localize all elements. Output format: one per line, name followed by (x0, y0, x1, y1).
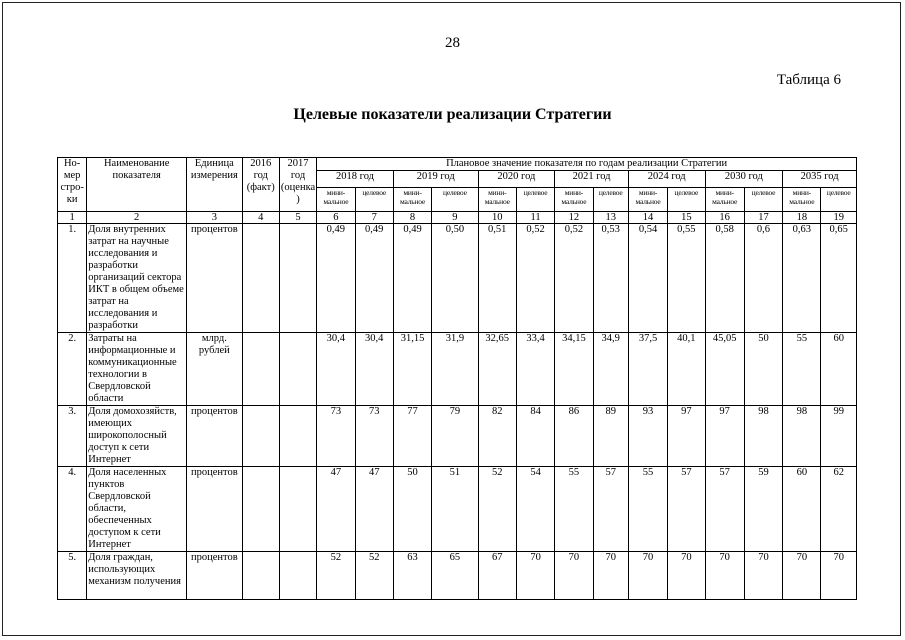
page-number: 28 (445, 35, 460, 51)
value-cell: 97 (705, 406, 744, 467)
value-cell: 0,49 (317, 224, 355, 333)
header-minimal: мини-мальное (783, 188, 821, 212)
value-cell: 31,15 (393, 333, 431, 406)
value-cell: 97 (668, 406, 705, 467)
header-year: 2024 год (628, 171, 705, 188)
value-cell: 65 (432, 552, 478, 600)
value-2017 (279, 333, 316, 406)
indicator-name: Доля граждан, использующих механизм получения (87, 552, 187, 600)
value-cell: 0,63 (783, 224, 821, 333)
value-cell: 62 (821, 467, 857, 552)
column-number: 19 (821, 212, 857, 224)
value-cell: 54 (516, 467, 554, 552)
header-target: целевое (821, 188, 857, 212)
value-cell: 79 (432, 406, 478, 467)
column-number: 14 (628, 212, 667, 224)
value-cell: 98 (744, 406, 782, 467)
header-target: целевое (355, 188, 393, 212)
value-2017 (279, 552, 316, 600)
value-cell: 60 (783, 467, 821, 552)
value-2016 (242, 552, 279, 600)
value-cell: 57 (668, 467, 705, 552)
value-cell: 0,52 (516, 224, 554, 333)
value-cell: 59 (744, 467, 782, 552)
unit-cell: процентов (187, 467, 242, 552)
header-minimal: мини-мальное (555, 188, 593, 212)
value-cell: 55 (783, 333, 821, 406)
table-row (58, 467, 857, 552)
value-cell: 86 (555, 406, 593, 467)
header-year: 2021 год (555, 171, 629, 188)
value-cell: 30,4 (317, 333, 355, 406)
value-cell: 70 (783, 552, 821, 600)
column-number: 8 (393, 212, 431, 224)
value-2016 (242, 406, 279, 467)
value-2017 (279, 224, 316, 333)
header-target: целевое (744, 188, 782, 212)
column-numbers-row (58, 212, 857, 224)
column-number: 15 (668, 212, 705, 224)
value-cell: 70 (668, 552, 705, 600)
table-row (58, 333, 857, 406)
value-2016 (242, 333, 279, 406)
column-number: 9 (432, 212, 478, 224)
value-cell: 77 (393, 406, 431, 467)
column-number: 12 (555, 212, 593, 224)
value-cell: 63 (393, 552, 431, 600)
header-year: 2020 год (478, 171, 555, 188)
value-cell: 33,4 (516, 333, 554, 406)
value-cell: 0,52 (555, 224, 593, 333)
column-number: 3 (187, 212, 242, 224)
column-number: 7 (355, 212, 393, 224)
indicator-name: Затраты на информационные и коммуникационные технологии в Свердловской области (87, 333, 187, 406)
table-row (58, 552, 857, 600)
header-minimal: мини-мальное (628, 188, 667, 212)
indicator-name: Доля домохозяйств, имеющих широкополосный доступ к сети Интернет (87, 406, 187, 467)
value-cell: 30,4 (355, 333, 393, 406)
value-cell: 99 (821, 406, 857, 467)
value-2017 (279, 406, 316, 467)
row-number: 2. (58, 333, 87, 406)
row-number: 3. (58, 406, 87, 467)
value-cell: 50 (393, 467, 431, 552)
header-year: 2030 год (705, 171, 783, 188)
row-number: 4. (58, 467, 87, 552)
value-cell: 57 (705, 467, 744, 552)
unit-cell: млрд. рублей (187, 333, 242, 406)
value-cell: 89 (593, 406, 628, 467)
header-unit: Единица измерения (187, 158, 242, 212)
indicator-name: Доля внутренних затрат на научные исследования и разработки организаций сектора ИКТ в общем объеме затрат на исследования и разработки (87, 224, 187, 333)
column-number: 1 (58, 212, 87, 224)
column-number: 2 (87, 212, 187, 224)
column-number: 5 (279, 212, 316, 224)
value-cell: 70 (516, 552, 554, 600)
targets-table (57, 157, 857, 600)
value-cell: 50 (744, 333, 782, 406)
value-cell: 0,51 (478, 224, 516, 333)
value-cell: 82 (478, 406, 516, 467)
header-minimal: мини-мальное (705, 188, 744, 212)
value-cell: 0,49 (393, 224, 431, 333)
value-cell: 0,65 (821, 224, 857, 333)
header-year: 2035 год (783, 171, 857, 188)
value-cell: 70 (628, 552, 667, 600)
table-label: Таблица 6 (776, 72, 841, 88)
value-cell: 55 (628, 467, 667, 552)
value-cell: 37,5 (628, 333, 667, 406)
header-minimal: мини-мальное (317, 188, 355, 212)
unit-cell: процентов (187, 224, 242, 333)
value-cell: 34,9 (593, 333, 628, 406)
value-cell: 32,65 (478, 333, 516, 406)
value-cell: 70 (821, 552, 857, 600)
value-cell: 70 (744, 552, 782, 600)
header-2016: 2016 год (факт) (242, 158, 279, 212)
header-name: Наименование показателя (87, 158, 187, 212)
column-number: 18 (783, 212, 821, 224)
value-cell: 0,54 (628, 224, 667, 333)
value-cell: 40,1 (668, 333, 705, 406)
unit-cell: процентов (187, 406, 242, 467)
value-cell: 55 (555, 467, 593, 552)
value-cell: 34,15 (555, 333, 593, 406)
value-cell: 52 (478, 467, 516, 552)
table-row (58, 406, 857, 467)
value-2016 (242, 224, 279, 333)
row-number: 1. (58, 224, 87, 333)
value-cell: 0,50 (432, 224, 478, 333)
column-number: 4 (242, 212, 279, 224)
header-target: целевое (593, 188, 628, 212)
value-cell: 0,53 (593, 224, 628, 333)
row-number: 5. (58, 552, 87, 600)
header-minimal: мини-мальное (393, 188, 431, 212)
column-number: 13 (593, 212, 628, 224)
table-row (58, 224, 857, 333)
column-number: 10 (478, 212, 516, 224)
unit-cell: процентов (187, 552, 242, 600)
header-row-1 (58, 158, 857, 171)
value-cell: 51 (432, 467, 478, 552)
column-number: 16 (705, 212, 744, 224)
value-cell: 0,49 (355, 224, 393, 333)
indicator-name: Доля населенных пунктов Свердловской области, обеспеченных доступом к сети Интернет (87, 467, 187, 552)
header-target: целевое (516, 188, 554, 212)
header-year: 2018 год (317, 171, 394, 188)
header-target: целевое (668, 188, 705, 212)
value-cell: 31,9 (432, 333, 478, 406)
value-cell: 70 (705, 552, 744, 600)
value-cell: 73 (317, 406, 355, 467)
document-title: Целевые показатели реализации Стратегии (293, 106, 612, 123)
column-number: 11 (516, 212, 554, 224)
value-cell: 57 (593, 467, 628, 552)
header-target: целевое (432, 188, 478, 212)
value-cell: 0,58 (705, 224, 744, 333)
value-2016 (242, 467, 279, 552)
header-row-no: Но-мер стро-ки (58, 158, 87, 212)
column-number: 17 (744, 212, 782, 224)
value-cell: 67 (478, 552, 516, 600)
header-year: 2019 год (393, 171, 478, 188)
value-cell: 93 (628, 406, 667, 467)
value-cell: 52 (355, 552, 393, 600)
value-cell: 45,05 (705, 333, 744, 406)
value-2017 (279, 467, 316, 552)
column-number: 6 (317, 212, 355, 224)
header-planned: Плановое значение показателя по годам реализации Стратегии (317, 158, 857, 171)
value-cell: 60 (821, 333, 857, 406)
value-cell: 0,6 (744, 224, 782, 333)
header-2017: 2017 год (оценка) (279, 158, 316, 212)
value-cell: 70 (555, 552, 593, 600)
value-cell: 98 (783, 406, 821, 467)
value-cell: 73 (355, 406, 393, 467)
value-cell: 70 (593, 552, 628, 600)
value-cell: 47 (317, 467, 355, 552)
value-cell: 47 (355, 467, 393, 552)
value-cell: 0,55 (668, 224, 705, 333)
value-cell: 84 (516, 406, 554, 467)
header-minimal: мини-мальное (478, 188, 516, 212)
value-cell: 52 (317, 552, 355, 600)
